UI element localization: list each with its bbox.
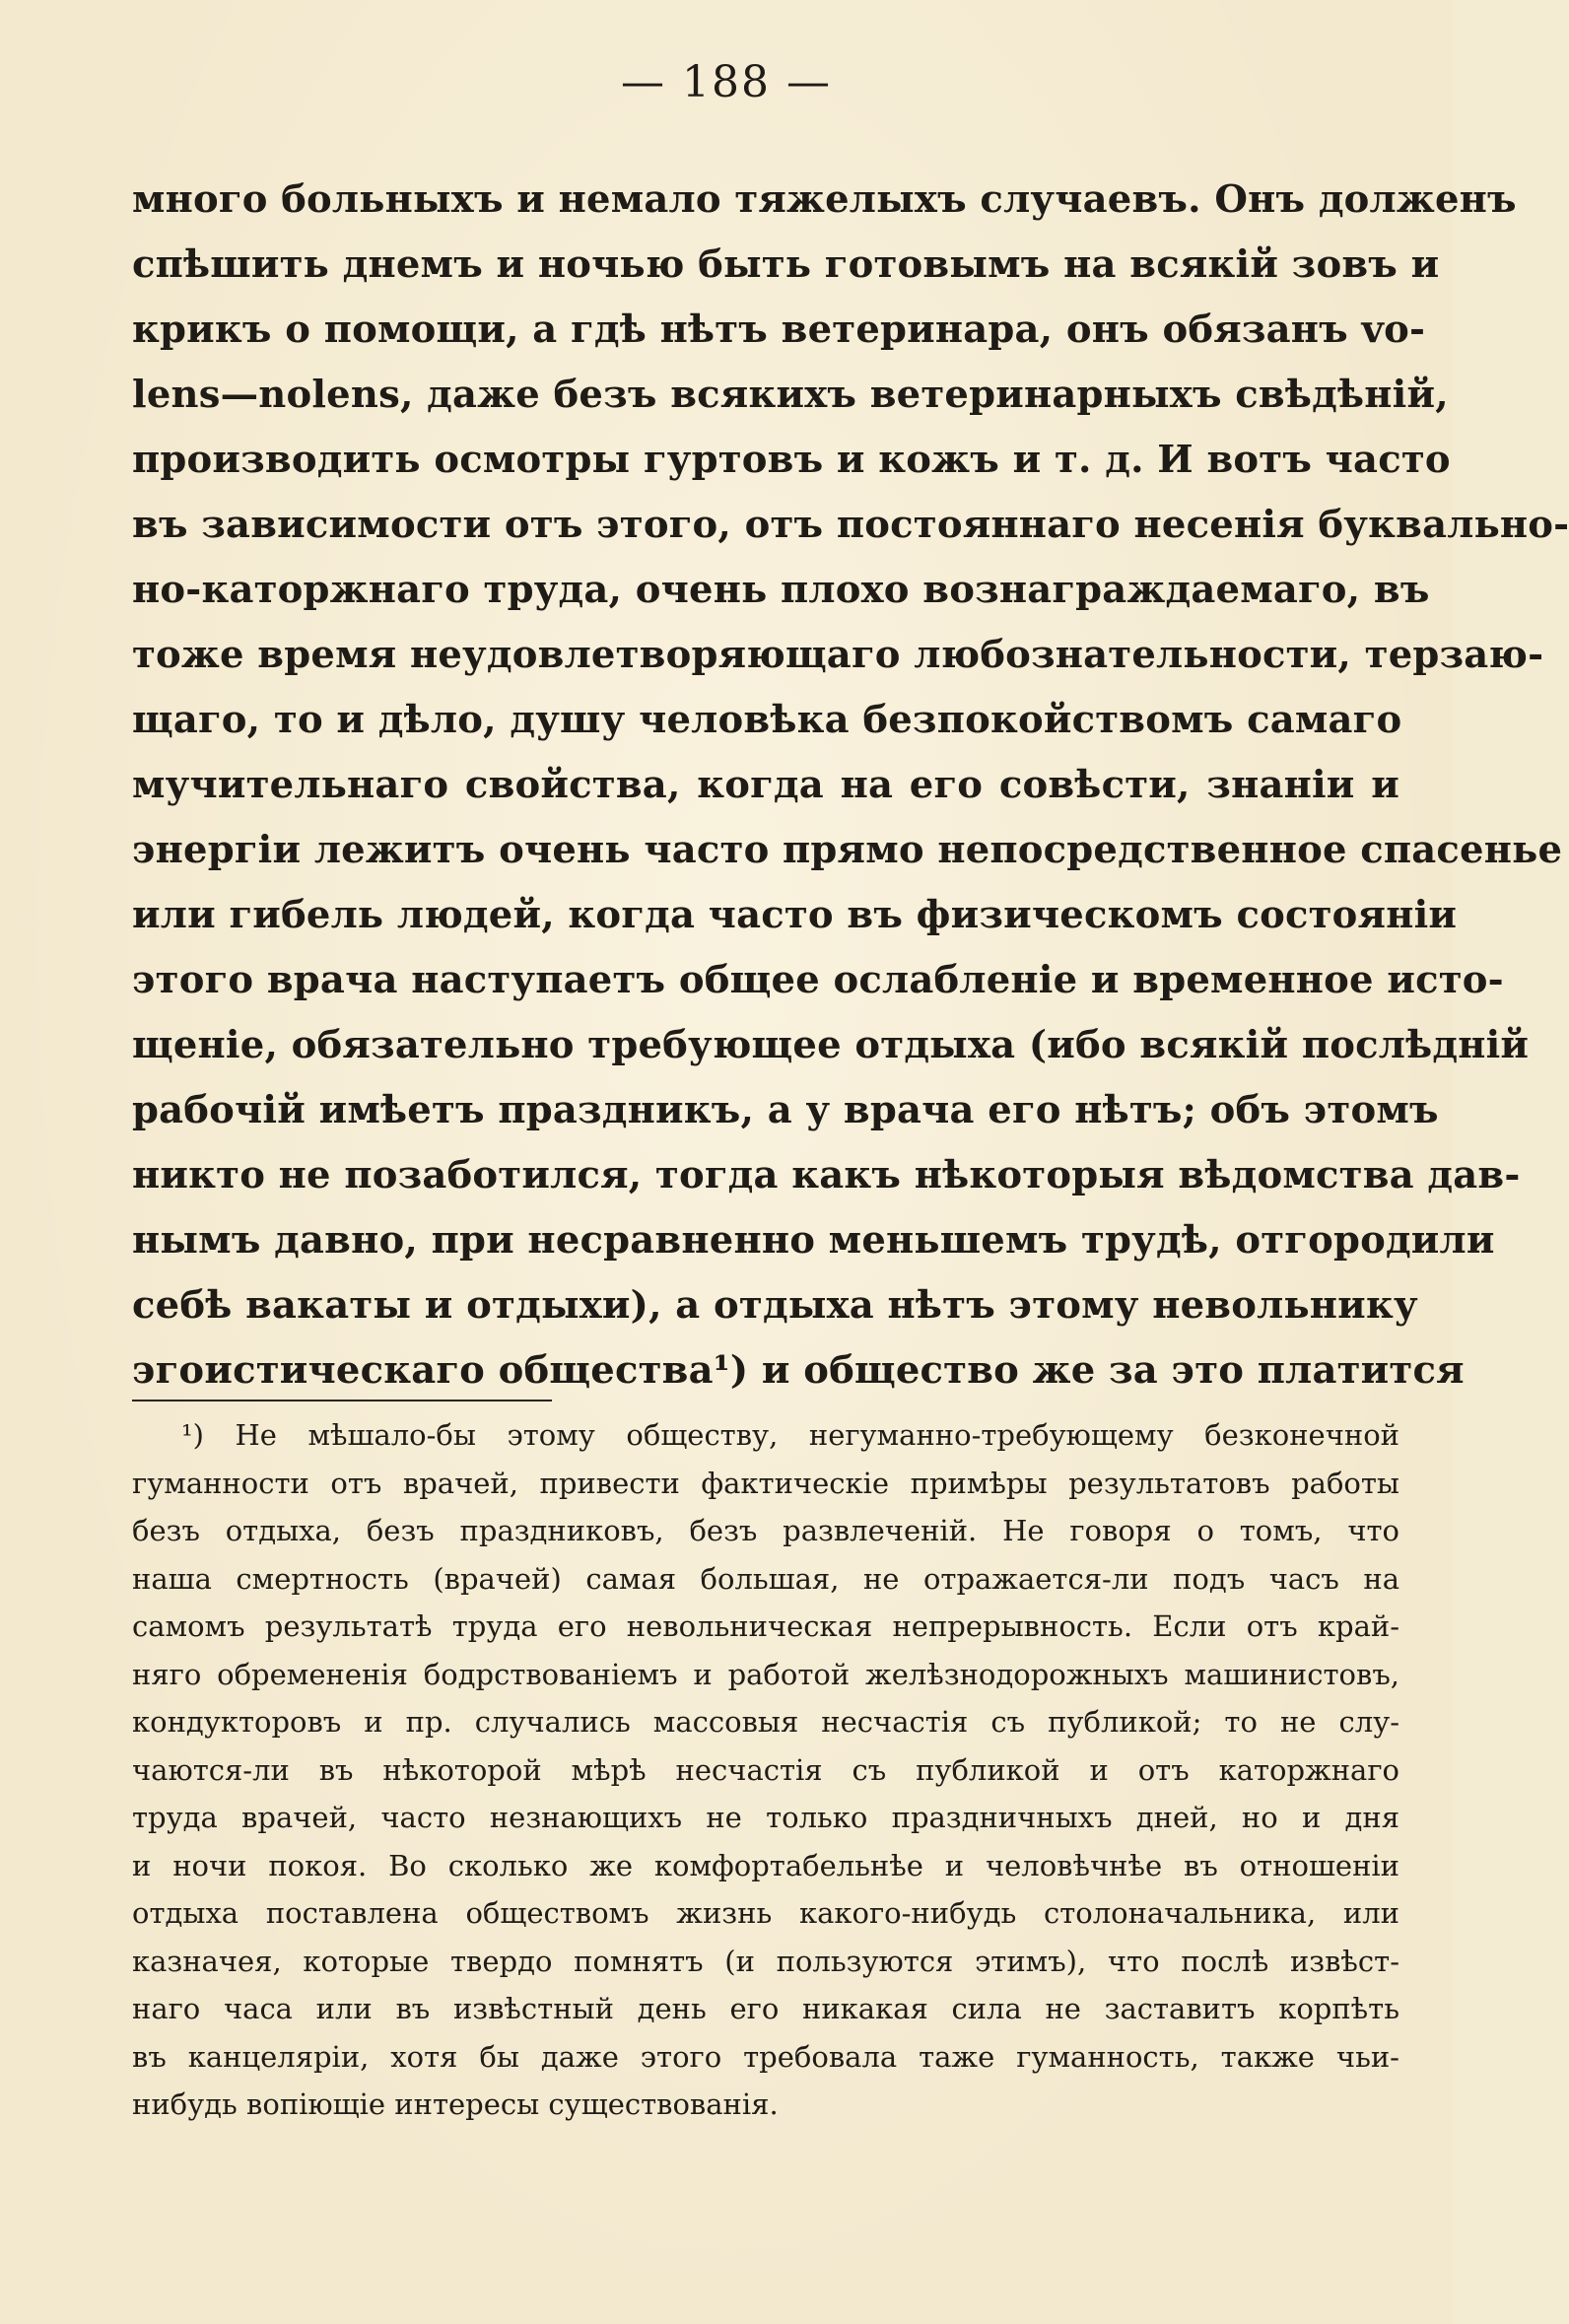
footnote-line: наго часа или въ извѣстный день его никакая сила не заставитъ корпѣть	[132, 1992, 1399, 2025]
footnote-line: отдыха поставлена обществомъ жизнь какого-нибудь столоначальника, или	[132, 1896, 1399, 1930]
text-line: lens—nolens, даже безъ всякихъ ветеринарныхъ свѣдѣній,	[132, 373, 1449, 417]
text-line: крикъ о помощи, а гдѣ нѣтъ ветеринара, онъ обязанъ vo-	[132, 308, 1426, 352]
text-line: никто не позаботился, тогда какъ нѣкоторыя вѣдомства дав-	[132, 1153, 1521, 1197]
footnote-line: труда врачей, часто незнающихъ не только праздничныхъ дней, но и дня	[132, 1801, 1399, 1834]
text-line: въ зависимости отъ этого, отъ постояннаго несенія буквально-	[132, 503, 1569, 547]
text-line: много больныхъ и немало тяжелыхъ случаевъ. Онъ долженъ	[132, 177, 1517, 222]
footnote-line: наша смертность (врачей) самая большая, не отражается-ли подъ часъ на	[132, 1561, 1399, 1596]
footnote-divider	[132, 1400, 552, 1401]
footnote	[132, 1411, 1399, 2129]
text-line: рабочій имѣетъ праздникъ, а у врача его нѣтъ; объ этомъ	[132, 1088, 1439, 1132]
footnote-line: гуманности отъ врачей, привести фактическіе примѣры результатовъ работы	[132, 1466, 1399, 1500]
footnote-line: ¹) Не мѣшало-бы этому обществу, негуманно-требующему безконечной	[181, 1418, 1399, 1452]
text-line: эгоистическаго общества¹) и общество же за это платится	[132, 1348, 1465, 1393]
text-line: спѣшить днемъ и ночью быть готовымъ на всякій зовъ и	[132, 242, 1440, 287]
text-line: производить осмотры гуртовъ и кожъ и т. д. И вотъ часто	[132, 438, 1451, 482]
footnote-line: въ канцеляріи, хотя бы даже этого требовала таже гуманность, также чьи-	[132, 2039, 1399, 2074]
page-number: — 188 —	[621, 57, 832, 107]
text-line: себѣ вакаты и отдыхи), а отдыха нѣтъ этому невольнику	[132, 1283, 1418, 1328]
footnote-line: безъ отдыха, безъ праздниковъ, безъ развлеченій. Не говоря о томъ, что	[132, 1514, 1399, 1547]
footnote-line: и ночи покоя. Во сколько же комфортабельнѣе и человѣчнѣе въ отношеніи	[132, 1848, 1399, 1882]
main-text	[132, 168, 1569, 1403]
text-line: щаго, то и дѣло, душу человѣка безпокойствомъ самаго	[132, 698, 1402, 742]
text-line: или гибель людей, когда часто въ физическомъ состояніи	[132, 893, 1458, 937]
text-line: энергіи лежитъ очень часто прямо непосредственное спасенье	[132, 828, 1563, 872]
footnote-line: казначея, которые твердо помнятъ (и пользуются этимъ), что послѣ извѣст-	[132, 1944, 1399, 1978]
footnote-line: кондукторовъ и пр. случались массовыя несчастія съ публикой; то не слу-	[132, 1705, 1399, 1739]
text-line: но-каторжнаго труда, очень плохо вознаграждаемаго, въ	[132, 568, 1430, 612]
footnote-line: чаются-ли въ нѣкоторой мѣрѣ несчастія съ публикой и отъ каторжнаго	[132, 1752, 1399, 1787]
text-line: щеніе, обязательно требующее отдыха (ибо всякій послѣдній	[132, 1023, 1530, 1067]
text-line: мучительнаго свойства, когда на его совѣсти, знаніи и	[132, 763, 1399, 807]
text-line: тоже время неудовлетворяющаго любознательности, терзаю-	[132, 633, 1544, 677]
text-line: этого врача наступаетъ общее ослабленіе и временное исто-	[132, 958, 1504, 1002]
footnote-line: самомъ результатѣ труда его невольническая непрерывность. Если отъ край-	[132, 1609, 1399, 1643]
footnote-line: нибудь вопіющіе интересы существованія.	[132, 2087, 779, 2121]
text-line: нымъ давно, при несравненно меньшемъ трудѣ, отгородили	[132, 1218, 1495, 1263]
footnote-line: няго обремененія бодрствованіемъ и работой желѣзнодорожныхъ машинистовъ,	[132, 1657, 1399, 1691]
